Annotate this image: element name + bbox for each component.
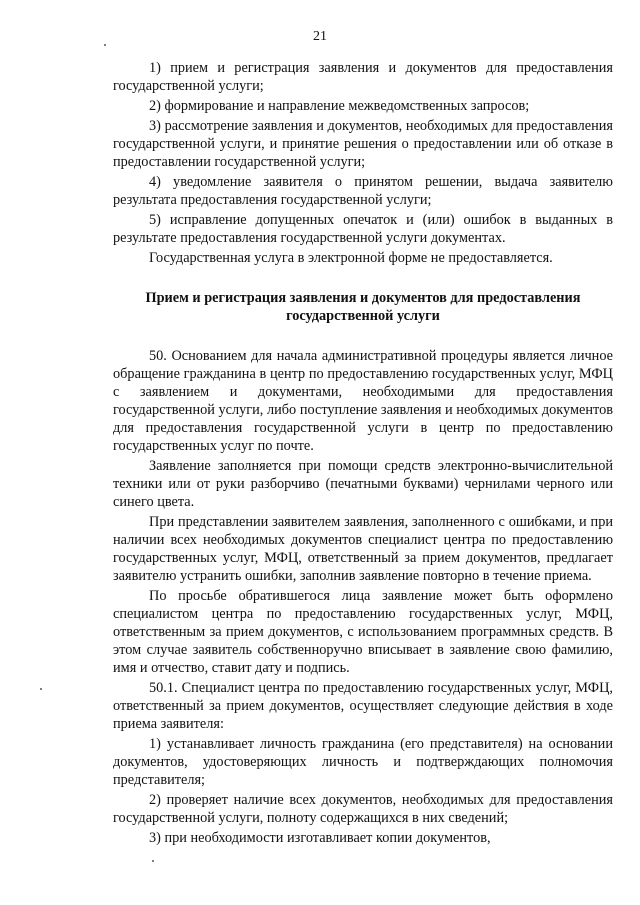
- paragraph: 50. Основанием для начала административной процедуры является личное обращение гражданина в центр по предоставлению государственных услуг, МФЦ с заявлением и документами, необходимыми для предоставления государственной услуги, либо поступление заявления и необходимых документов для предоставления государственной услуги в центр по предоставлению государственных услуг по почте.: [113, 348, 613, 454]
- paragraph: При представлении заявителем заявления, заполненного с ошибками, и при наличии всех необходимых документов специалист центра по предоставлению государственных услуг, МФЦ, ответственный за прием документов, предлагает заявителю устранить ошибки, заполнив заявление повторно в течение приема.: [113, 514, 613, 584]
- electronic-note: Государственная услуга в электронной форме не предоставляется.: [149, 250, 553, 266]
- section-heading: Прием и регистрация заявления и документов для предоставления государственной услуги: [145, 290, 581, 324]
- paragraph: Заявление заполняется при помощи средств электронно-вычислительной техники или от руки разборчиво (печатными буквами) чернилами черного или синего цвета.: [113, 458, 613, 510]
- paragraph: 50.1. Специалист центра по предоставлению государственных услуг, МФЦ, ответственный за прием документов, осуществляет следующие действия в ходе приема заявителя:: [113, 680, 613, 732]
- paragraph: По просьбе обратившегося лица заявление может быть оформлено специалистом центра по предоставлению государственных услуг, МФЦ, ответственным за прием документов, с использованием программных средств. В этом случае заявитель собственноручно вписывает в заявление свою фамилию, имя и отчество, ставит дату и подпись.: [113, 588, 613, 676]
- paragraph: 3) при необходимости изготавливает копии документов,: [149, 830, 491, 846]
- list-item: 4) уведомление заявителя о принятом решении, выдача заявителю результата предоставления государственной услуги;: [113, 174, 613, 208]
- paragraph: 2) проверяет наличие всех документов, необходимых для предоставления государственной услуги, полноту содержащихся в них сведений;: [113, 792, 613, 826]
- page-number: 21: [313, 29, 327, 44]
- document-body: [113, 59, 613, 847]
- list-item: 1) прием и регистрация заявления и документов для предоставления государственной услуги;: [113, 60, 613, 94]
- list-item: 5) исправление допущенных опечаток и (или) ошибок в выданных в результате предоставления государственной услуги документах.: [113, 212, 613, 246]
- scan-speck: [40, 688, 42, 690]
- list-item: 2) формирование и направление межведомственных запросов;: [149, 98, 530, 114]
- list-item: 3) рассмотрение заявления и документов, необходимых для предоставления государственной услуги, и принятие решения о предоставлении или об отказе в предоставлении государственной услуги;: [113, 118, 613, 170]
- scan-speck: [152, 860, 154, 862]
- paragraph: 1) устанавливает личность гражданина (его представителя) на основании документов, удостоверяющих личность и подтверждающих полномочия представителя;: [113, 736, 613, 788]
- scan-speck: [104, 44, 106, 46]
